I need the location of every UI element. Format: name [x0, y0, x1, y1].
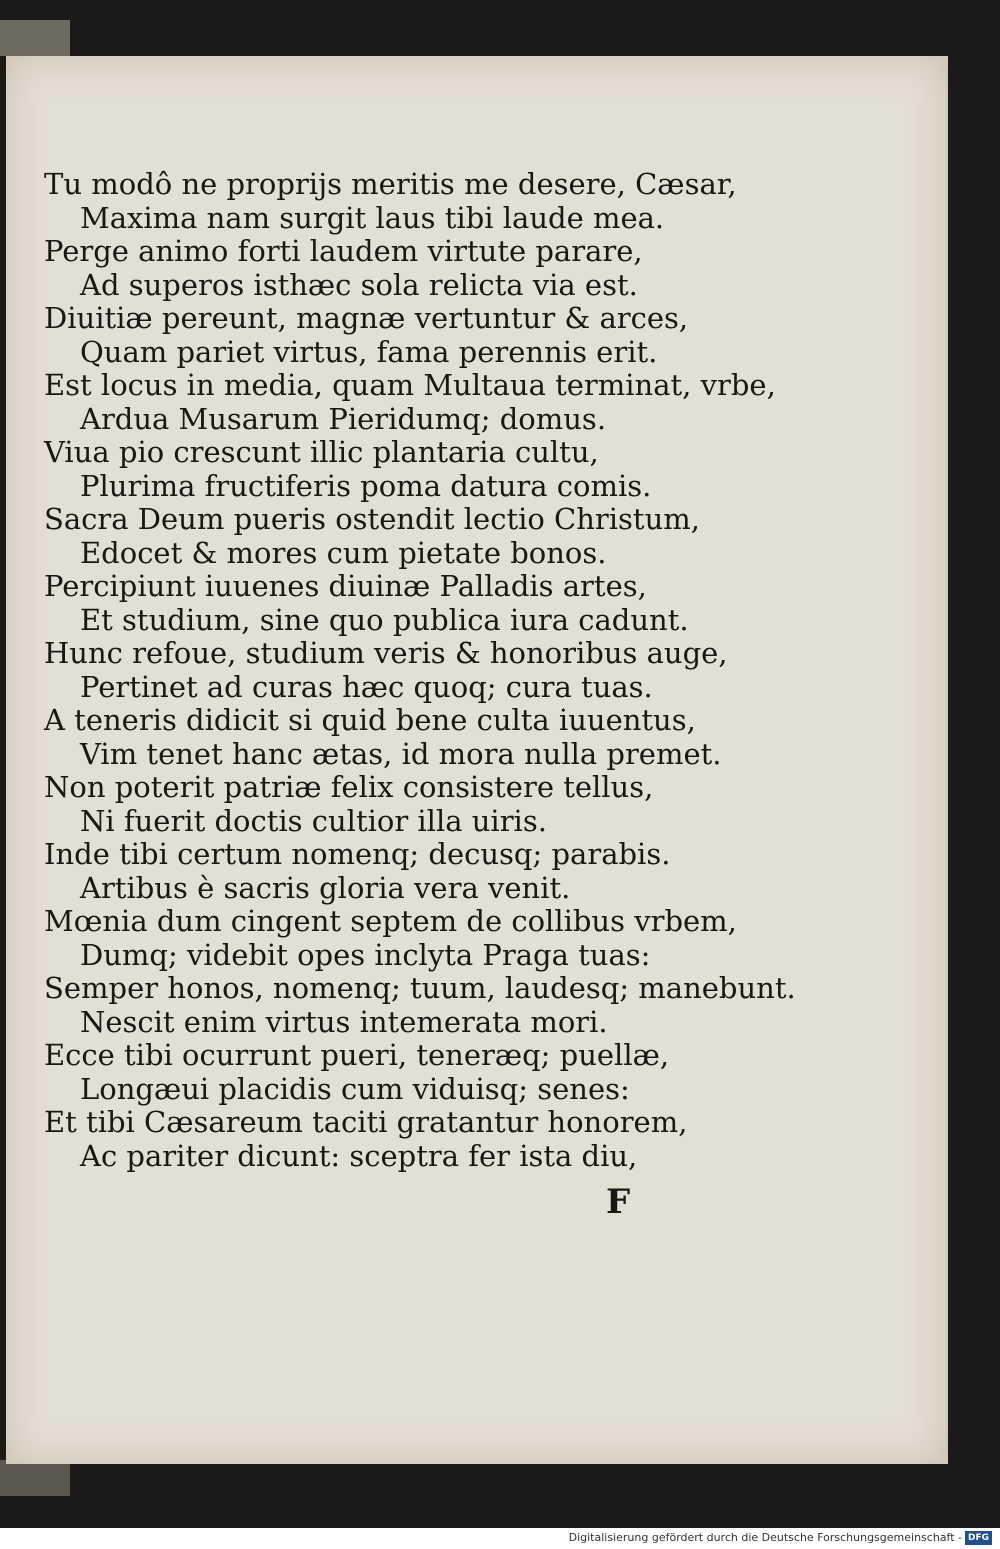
- verse-line: Artibus è sacris gloria vera venit.: [80, 870, 571, 905]
- verse-line: Plurima fructiferis poma datura comis.: [80, 468, 652, 503]
- verse-line: Tu modô ne proprijs meritis me desere, Cæsar,: [44, 167, 737, 201]
- verse-line: Percipiunt iuuenes diuinæ Palladis artes,: [44, 569, 647, 603]
- verse-line: Et studium, sine quo publica iura cadunt.: [80, 602, 689, 637]
- verse-line: Vim tenet hanc ætas, id mora nulla premet.: [80, 736, 722, 771]
- verse-line: Perge animo forti laudem virtute parare,: [44, 234, 643, 268]
- verse-line: Et tibi Cæsareum taciti gratantur honorem,: [44, 1105, 688, 1139]
- verse-line: Viua pio crescunt illic plantaria cultu,: [44, 435, 599, 469]
- verse-line: Dumq; videbit opes inclyta Praga tuas:: [80, 937, 651, 972]
- verse-line: Semper honos, nomenq; tuum, laudesq; manebunt.: [44, 971, 796, 1005]
- verse-line: Pertinet ad curas hæc quoq; cura tuas.: [80, 669, 653, 704]
- book-edge-top: [0, 20, 70, 56]
- verse-line: Quam pariet virtus, fama perennis erit.: [80, 334, 658, 369]
- verse-line: Mœnia dum cingent septem de collibus vrbem,: [44, 904, 737, 938]
- verse-line: Ni fuerit doctis cultior illa uiris.: [80, 803, 547, 838]
- dfg-logo: DFG: [965, 1531, 992, 1545]
- verse-line: Hunc refoue, studium veris & honoribus auge,: [44, 636, 728, 670]
- verse-line: Maxima nam surgit laus tibi laude mea.: [80, 200, 665, 235]
- poem-text: [44, 167, 796, 1173]
- verse-line: Est locus in media, quam Multaua terminat, vrbe,: [44, 368, 776, 402]
- verse-line: Sacra Deum pueris ostendit lectio Christum,: [44, 502, 700, 536]
- verse-line: Diuitiæ pereunt, magnæ vertuntur & arces,: [44, 301, 689, 335]
- verse-line: Inde tibi certum nomenq; decusq; parabis.: [44, 837, 671, 871]
- digitization-footer: [0, 1528, 1000, 1549]
- verse-line: Ad superos isthæc sola relicta via est.: [80, 267, 638, 302]
- verse-line: Ecce tibi ocurrunt pueri, teneræq; puellæ,: [44, 1038, 670, 1072]
- verse-line: Nescit enim virtus intemerata mori.: [80, 1004, 608, 1039]
- signature-mark: F: [606, 1182, 631, 1222]
- verse-line: Non poterit patriæ felix consistere tellus,: [44, 770, 654, 804]
- verse-line: Edocet & mores cum pietate bonos.: [80, 535, 607, 570]
- book-edge-bottom: [0, 1460, 70, 1496]
- verse-line: Longæui placidis cum viduisq; senes:: [80, 1071, 630, 1106]
- funding-credit: Digitalisierung gefördert durch die Deutsche Forschungsgemeinschaft -: [568, 1531, 962, 1544]
- verse-line: A teneris didicit si quid bene culta iuuentus,: [44, 703, 696, 737]
- verse-line: Ardua Musarum Pieridumq; domus.: [80, 401, 607, 436]
- verse-line: Ac pariter dicunt: sceptra fer ista diu,: [80, 1138, 638, 1173]
